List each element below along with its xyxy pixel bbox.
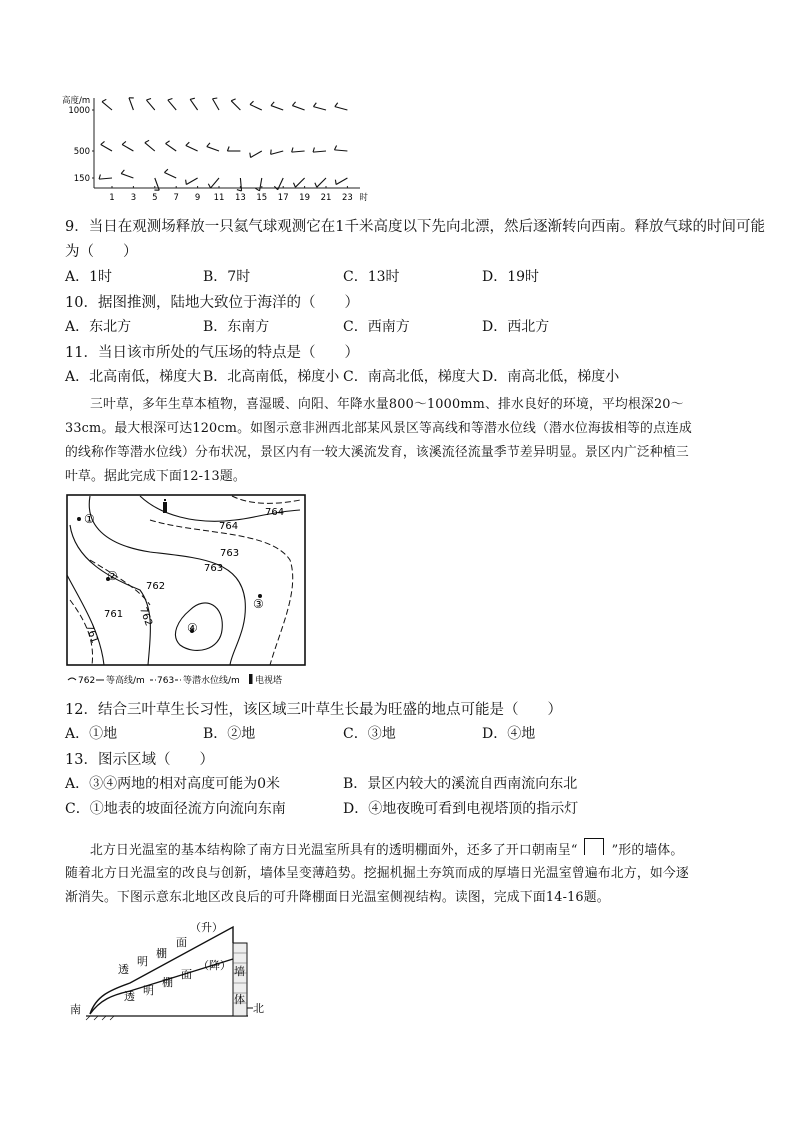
passage2-line1-part2: ”形的墙体。 <box>611 843 684 858</box>
x-tick-label: 17 <box>277 193 289 203</box>
wind-barb-shaft <box>313 151 326 152</box>
wind-barb-shaft <box>334 150 347 151</box>
wind-barb <box>313 103 326 110</box>
wind-barb <box>335 178 347 185</box>
wind-barb <box>186 142 198 151</box>
wind-barb <box>227 147 240 152</box>
q10-stem: 10．据图推测，陆地大致位于海洋的（ ） <box>65 295 359 311</box>
wind-barb <box>145 140 155 151</box>
y-tick-label: 150 <box>73 174 90 184</box>
upper-roof-char: 透 <box>118 963 129 976</box>
wall-shape-icon <box>584 838 604 855</box>
wind-barb-feather <box>213 98 218 99</box>
map-label: 763 <box>204 563 224 574</box>
wind-barb-feather <box>315 183 317 187</box>
wind-barb <box>121 170 133 178</box>
watertable-764 <box>232 496 300 503</box>
contour-map <box>60 490 320 688</box>
wind-barb-shaft <box>231 101 240 110</box>
q13-option-d[interactable]: D．④地夜晚可看到电视塔顶的指示灯 <box>343 801 579 817</box>
q11-option-d[interactable]: D．南高北低，梯度小 <box>482 369 620 385</box>
x-tick-label: 3 <box>130 193 137 203</box>
q12-option-b[interactable]: B．②地 <box>203 726 256 742</box>
wind-barb-feather <box>334 146 336 150</box>
q10-option-c[interactable]: C．西南方 <box>343 319 410 335</box>
y-tick-label: 500 <box>73 147 90 157</box>
wind-barb-shaft <box>99 178 112 179</box>
q9-option-a[interactable]: A．1时 <box>65 269 113 285</box>
greenhouse-diagram <box>60 915 280 1025</box>
wind-barb-shaft <box>122 145 133 152</box>
wind-barb-feather <box>271 150 272 155</box>
map-label: 761 <box>83 623 100 645</box>
wind-barb-shaft <box>213 99 220 110</box>
q13-option-c[interactable]: C．①地表的坡面径流方向流向东南 <box>65 801 286 817</box>
x-tick-label: 21 <box>320 193 332 203</box>
passage2-line2: 随着北方日光温室的改良与创新，墙体呈变薄趋势。挖掘机掘土夯筑而成的厚墙日光温室曾遍布北方，如今逐 <box>65 866 689 881</box>
q12-stem: 12．结合三叶草生长习性，该区域三叶草生长最为旺盛的地点可能是（ ） <box>65 702 562 718</box>
q12-option-d[interactable]: D．④地 <box>482 726 536 742</box>
wind-barb <box>190 98 197 110</box>
wind-barb-shaft <box>211 178 219 188</box>
lower-roof-char: 明 <box>143 984 154 997</box>
wind-barb-shaft <box>102 102 112 110</box>
wind-barb <box>255 178 261 191</box>
wind-barb-chart <box>60 90 380 208</box>
wind-barb-shaft <box>313 107 326 110</box>
wind-barb <box>102 99 112 110</box>
q9-option-c[interactable]: C．13时 <box>343 269 400 285</box>
wind-barb-feather <box>168 98 173 100</box>
wind-barb <box>231 99 240 110</box>
wind-barb-feather <box>271 102 274 106</box>
x-unit-label: 时 <box>359 193 368 203</box>
wind-barb <box>335 103 348 110</box>
wind-barb <box>334 146 347 151</box>
wind-barb-feather <box>207 143 210 147</box>
wind-barb <box>164 169 176 178</box>
q11-option-b[interactable]: B．北高南低，梯度小 <box>203 369 340 385</box>
wind-barb <box>271 150 284 155</box>
x-tick-label: 9 <box>194 193 201 203</box>
wind-barb <box>186 178 198 185</box>
wind-barb-shaft <box>271 106 283 110</box>
wind-barb-feather <box>335 180 336 185</box>
wind-barb-shaft <box>292 106 304 110</box>
lower-roof-char: 透 <box>124 990 135 1003</box>
map-frame <box>67 495 305 665</box>
north-label: 北 <box>253 1002 264 1015</box>
wind-barb-feather <box>335 103 338 107</box>
wind-barb-feather <box>186 180 187 185</box>
watertable-762 <box>90 560 150 605</box>
wind-barb-feather <box>101 141 105 144</box>
map-label: 762 <box>146 581 166 592</box>
q13-stem: 13．图示区域（ ） <box>65 752 214 768</box>
wind-barb-feather <box>292 102 295 106</box>
upper-roof-char: 明 <box>137 955 148 968</box>
wind-barb-feather <box>313 103 316 107</box>
wind-barb <box>292 147 305 152</box>
point-3-label: ③ <box>253 597 264 611</box>
wind-barb-shaft <box>250 105 262 110</box>
q9-stem-line1: 9．当日在观测场释放一只氦气球观测它在1千米高度以下先向北漂，然后逐渐转向西南。释放气球的时间可能 <box>65 219 765 235</box>
map-label: 764 <box>219 521 239 532</box>
q12-option-c[interactable]: C．③地 <box>343 726 396 742</box>
wind-barb-feather <box>237 190 242 191</box>
wind-barb-feather <box>145 140 149 142</box>
legend-contour-sample-line <box>68 678 76 680</box>
wind-barb <box>146 98 154 110</box>
point-2-label: ② <box>107 569 118 583</box>
down-label: （降） <box>198 959 231 972</box>
wind-barb-shaft <box>186 178 197 185</box>
wind-barb-shaft <box>240 178 241 191</box>
wind-barb-shaft <box>145 143 155 151</box>
legend-contour-sample: 762 <box>78 676 96 686</box>
x-tick-label: 15 <box>256 193 268 203</box>
wind-barb <box>271 102 283 110</box>
q13-option-a[interactable]: A．③④两地的相对高度可能为0米 <box>65 776 281 792</box>
wind-barb-shaft <box>271 151 284 154</box>
up-label: （升） <box>190 921 223 934</box>
contour-762 <box>70 525 150 665</box>
x-tick-label: 1 <box>109 193 115 203</box>
south-label: 南 <box>70 1003 81 1016</box>
point-4-label: ④ <box>187 621 198 635</box>
wind-barb-feather <box>250 153 251 158</box>
q9-stem-line2: 为（ ） <box>65 244 138 260</box>
wall-char: 墙 <box>234 965 245 978</box>
lower-roof-char: 面 <box>181 968 192 981</box>
wind-barb-shaft <box>186 146 198 151</box>
wind-barb <box>292 102 304 110</box>
q11-option-a[interactable]: A．北高南低，梯度大 <box>65 369 202 385</box>
map-label: 761 <box>104 609 124 620</box>
wind-barb-feather <box>190 98 195 99</box>
wind-barb-shaft <box>336 178 347 185</box>
q11-option-c[interactable]: C．南高北低，梯度大 <box>343 369 480 385</box>
wind-barb-feather <box>227 147 229 152</box>
wind-barb-feather <box>231 99 235 101</box>
wind-barb <box>315 178 326 187</box>
wind-barb-feather <box>186 142 189 145</box>
wind-barb-shaft <box>260 178 262 191</box>
chart-y-label: 高度/m <box>62 96 91 106</box>
wind-barb <box>250 151 262 158</box>
wind-barb-feather <box>122 141 126 144</box>
q12-option-a[interactable]: A．①地 <box>65 726 118 742</box>
wind-barb-shaft <box>317 178 326 187</box>
upper-roof-char: 棚 <box>156 947 167 960</box>
q11-stem: 11．当日该市所处的气压场的特点是（ ） <box>65 345 359 361</box>
point-1-dot <box>77 517 81 521</box>
wind-barb-feather <box>99 174 100 179</box>
passage1-line1: 三叶草，多年生草本植物，喜湿暖、向阳、年降水量800～1000mm、排水良好的环境，平均根深20～ <box>90 397 684 412</box>
lower-roof-char: 棚 <box>162 976 173 989</box>
wind-barb-feather <box>292 147 293 152</box>
wind-barb-shaft <box>335 107 348 110</box>
wind-barb <box>168 98 176 110</box>
q13-option-b[interactable]: B．景区内较大的溪流自西南流向东北 <box>343 776 578 792</box>
wind-barb-shaft <box>164 173 176 178</box>
wind-barb-shaft <box>101 145 112 152</box>
wind-barb <box>129 98 134 110</box>
x-tick-label: 19 <box>299 193 311 203</box>
x-tick-label: 11 <box>213 193 225 203</box>
contour-inner-ring <box>175 603 222 650</box>
wind-barb-feather <box>293 183 295 187</box>
passage2-line3: 渐消失。下图示意东北地区改良后的可升降棚面日光温室侧视结构。读图，完成下面14-16题。 <box>65 890 610 905</box>
passage1-line2: 33cm。最大根深可达120cm。如图示意非洲西北部某风景区等高线和等潜水位线（潜水位海拔相等的点连成 <box>65 421 692 436</box>
wind-barb-shaft <box>292 151 305 152</box>
wind-barb-shaft <box>168 100 176 110</box>
wind-barb-feather <box>313 147 314 152</box>
passage2-line1-part1: 北方日光温室的基本结构除了南方日光温室所具有的透明棚面外，还多了开口朝南呈“ <box>90 843 578 858</box>
wind-barb <box>99 174 112 179</box>
upper-roof-char: 面 <box>176 936 187 949</box>
legend-contour-label: 等高线/m <box>106 676 145 686</box>
wind-barb-feather <box>146 98 151 100</box>
x-tick-label: 23 <box>341 193 353 203</box>
q10-option-d[interactable]: D．西北方 <box>482 319 550 335</box>
wind-barb-shaft <box>295 178 304 187</box>
wind-barb-shaft <box>251 151 262 158</box>
wind-barb-feather <box>166 141 170 144</box>
wall-char: 体 <box>234 993 245 1006</box>
passage1-line3: 的线称作等潜水位线）分布状况，景区内有一较大溪流发育，该溪流径流量季节差异明显。景区内广泛种植三 <box>65 445 689 460</box>
wind-barb-feather <box>208 184 210 188</box>
wind-barb-shaft <box>129 98 133 110</box>
wind-barb <box>208 178 219 188</box>
legend-tower-icon <box>249 674 253 684</box>
wind-barb-feather <box>255 188 259 191</box>
q9-option-b[interactable]: B．7时 <box>203 269 251 285</box>
map-label: 762 <box>137 605 154 628</box>
wind-barb-shaft <box>146 100 154 110</box>
wind-barb <box>166 141 177 151</box>
contour-761 <box>67 575 104 665</box>
wind-barb <box>313 147 326 152</box>
y-tick-label: 1000 <box>68 106 90 116</box>
wind-barb-shaft <box>166 144 177 151</box>
wind-barb <box>101 141 112 151</box>
wind-barb-shaft <box>207 147 219 151</box>
map-label: 763 <box>220 548 240 559</box>
wind-barb-feather <box>121 170 124 174</box>
point-1-label: ① <box>84 512 95 526</box>
legend-tower-label: 电视塔 <box>255 676 283 686</box>
tv-tower-icon <box>163 499 167 513</box>
wind-barb-feather <box>164 169 167 172</box>
watertable-763 <box>150 520 293 665</box>
x-tick-label: 5 <box>152 193 158 203</box>
x-tick-label: 7 <box>173 193 179 203</box>
wind-barb <box>237 178 242 191</box>
wind-barb <box>293 178 304 187</box>
legend-water-label: 等潜水位线/m <box>183 676 240 686</box>
wind-barb <box>250 101 262 110</box>
q9-option-d[interactable]: D．19时 <box>482 269 540 285</box>
x-tick-label: 13 <box>234 193 246 203</box>
passage1-line4: 叶草。据此完成下面12-13题。 <box>65 469 246 484</box>
legend-water-sample: 763 <box>157 676 175 686</box>
q10-option-a[interactable]: A．东北方 <box>65 319 132 335</box>
wind-barb <box>207 143 219 151</box>
map-label: 764 <box>265 507 285 518</box>
wind-barb-feather <box>250 101 253 104</box>
passage2-line1 <box>90 838 683 858</box>
wind-barb <box>122 141 133 151</box>
wind-barb-shaft <box>190 99 197 110</box>
wind-barb-feather <box>102 99 106 101</box>
q10-option-b[interactable]: B．东南方 <box>203 319 270 335</box>
wind-barb-shaft <box>121 174 133 178</box>
wind-barb <box>213 98 220 110</box>
